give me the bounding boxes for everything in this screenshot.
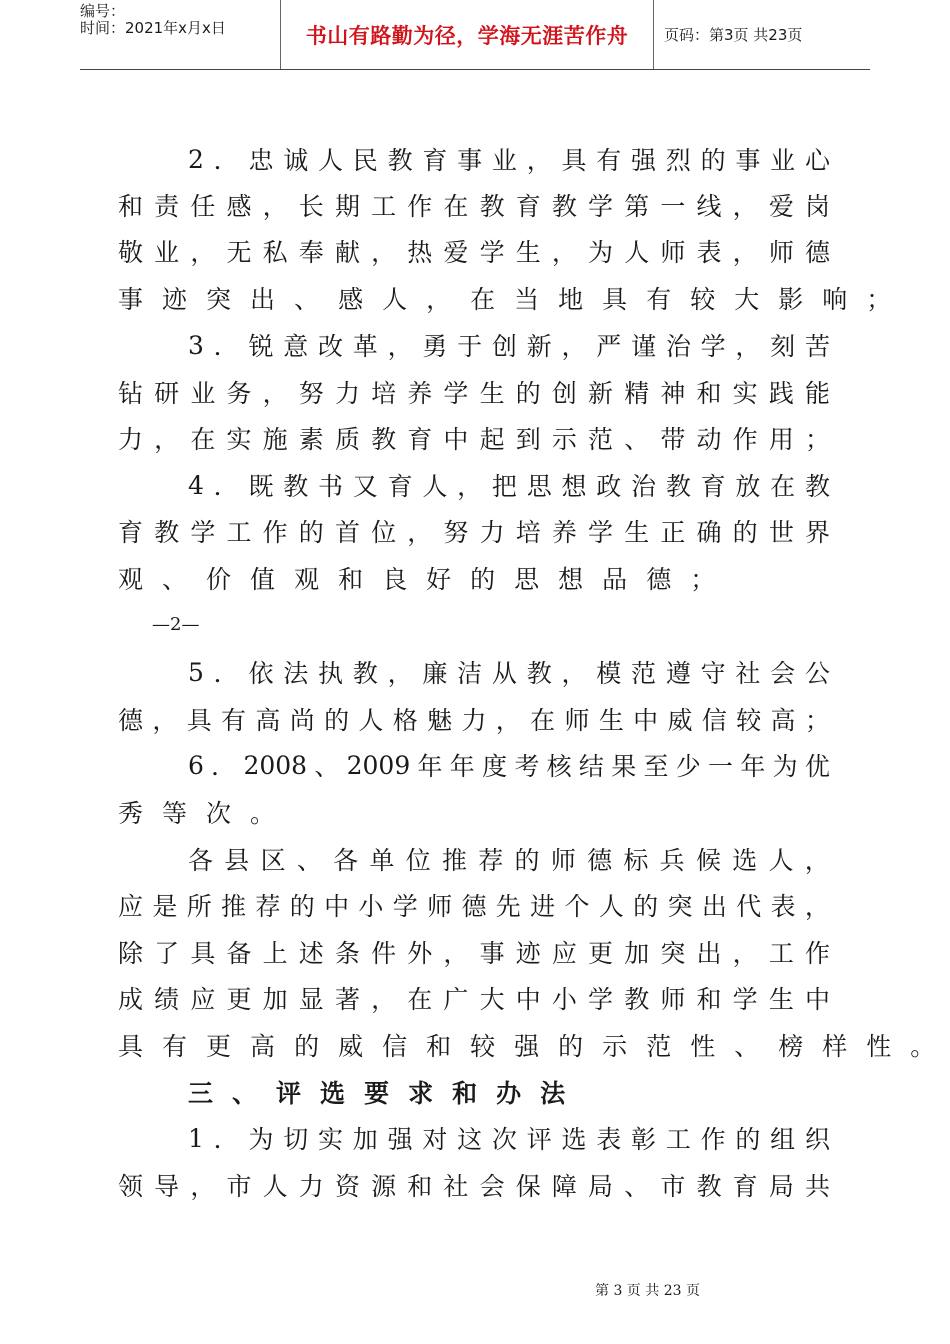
page-mark: —2— (152, 614, 200, 635)
body-line: 具 有 更 高 的 威 信 和 较 强 的 示 范 性 、 榜 样 性 。 (118, 1032, 936, 1061)
body-line: 育 教 学 工 作 的 首 位 ， 努 力 培 养 学 生 正 确 的 世 界 (118, 518, 830, 547)
body-line: 2 ． 忠 诚 人 民 教 育 事 业 ， 具 有 强 烈 的 事 业 心 (188, 144, 830, 175)
body-line: 秀 等 次 。 (118, 799, 276, 828)
body-line: 事 迹 突 出 、 感 人 ， 在 当 地 具 有 较 大 影 响 ； (118, 285, 892, 314)
header-meta (80, 0, 281, 69)
body-line: 敬 业 ， 无 私 奉 献 ， 热 爱 学 生 ， 为 人 师 表 ， 师 德 (118, 238, 830, 267)
page-header (80, 0, 870, 70)
body-line: 3 ． 锐 意 改 革 ， 勇 于 创 新 ， 严 谨 治 学 ， 刻 苦 (188, 330, 830, 361)
section-heading: 三 、 评 选 要 求 和 办 法 (188, 1079, 566, 1108)
body-line: 领 导 ， 市 人 力 资 源 和 社 会 保 障 局 、 市 教 育 局 共 (118, 1172, 830, 1201)
time-label: 时间：2021年x月x日 (80, 19, 226, 37)
header-page-info: 页码：第3页 共23页 (664, 26, 803, 44)
body-line: 钻 研 业 务 ， 努 力 培 养 学 生 的 创 新 精 神 和 实 践 能 (118, 379, 830, 408)
header-motto: 书山有路勤为径，学海无涯苦作舟 (281, 0, 654, 69)
body-line: 除 了 具 备 上 述 条 件 外 ， 事 迹 应 更 加 突 出 ， 工 作 (118, 939, 830, 968)
body-line: 5 ． 依 法 执 教 ， 廉 洁 从 教 ， 模 范 遵 守 社 会 公 (188, 657, 830, 688)
body-line: 各 县 区 、 各 单 位 推 荐 的 师 德 标 兵 候 选 人 ， (188, 846, 830, 875)
body-line: 应 是 所 推 荐 的 中 小 学 师 德 先 进 个 人 的 突 出 代 表 ， (118, 892, 830, 921)
body-line: 和 责 任 感 ， 长 期 工 作 在 教 育 教 学 第 一 线 ， 爱 岗 (118, 192, 830, 221)
number-label: 编号： (80, 2, 126, 20)
body-line: 1 ． 为 切 实 加 强 对 这 次 评 选 表 彰 工 作 的 组 织 (188, 1123, 830, 1154)
body-line: 力 ， 在 实 施 素 质 教 育 中 起 到 示 范 、 带 动 作 用 ； (118, 425, 830, 454)
body-line: 成 绩 应 更 加 显 著 ， 在 广 大 中 小 学 教 师 和 学 生 中 (118, 985, 830, 1014)
body-line: 4 ． 既 教 书 又 育 人 ， 把 思 想 政 治 教 育 放 在 教 (188, 470, 830, 501)
page-footer: 第 3 页 共 23 页 (595, 1283, 700, 1299)
body-line: 观 、 价 值 观 和 良 好 的 思 想 品 德 ； (118, 565, 716, 594)
body-line: 6 ． 2008 、 2009 年 年 度 考 核 结 果 至 少 一 年 为 优 (188, 750, 830, 781)
body-line: 德 ， 具 有 高 尚 的 人 格 魅 力 ， 在 师 生 中 威 信 较 高 ； (118, 706, 830, 735)
